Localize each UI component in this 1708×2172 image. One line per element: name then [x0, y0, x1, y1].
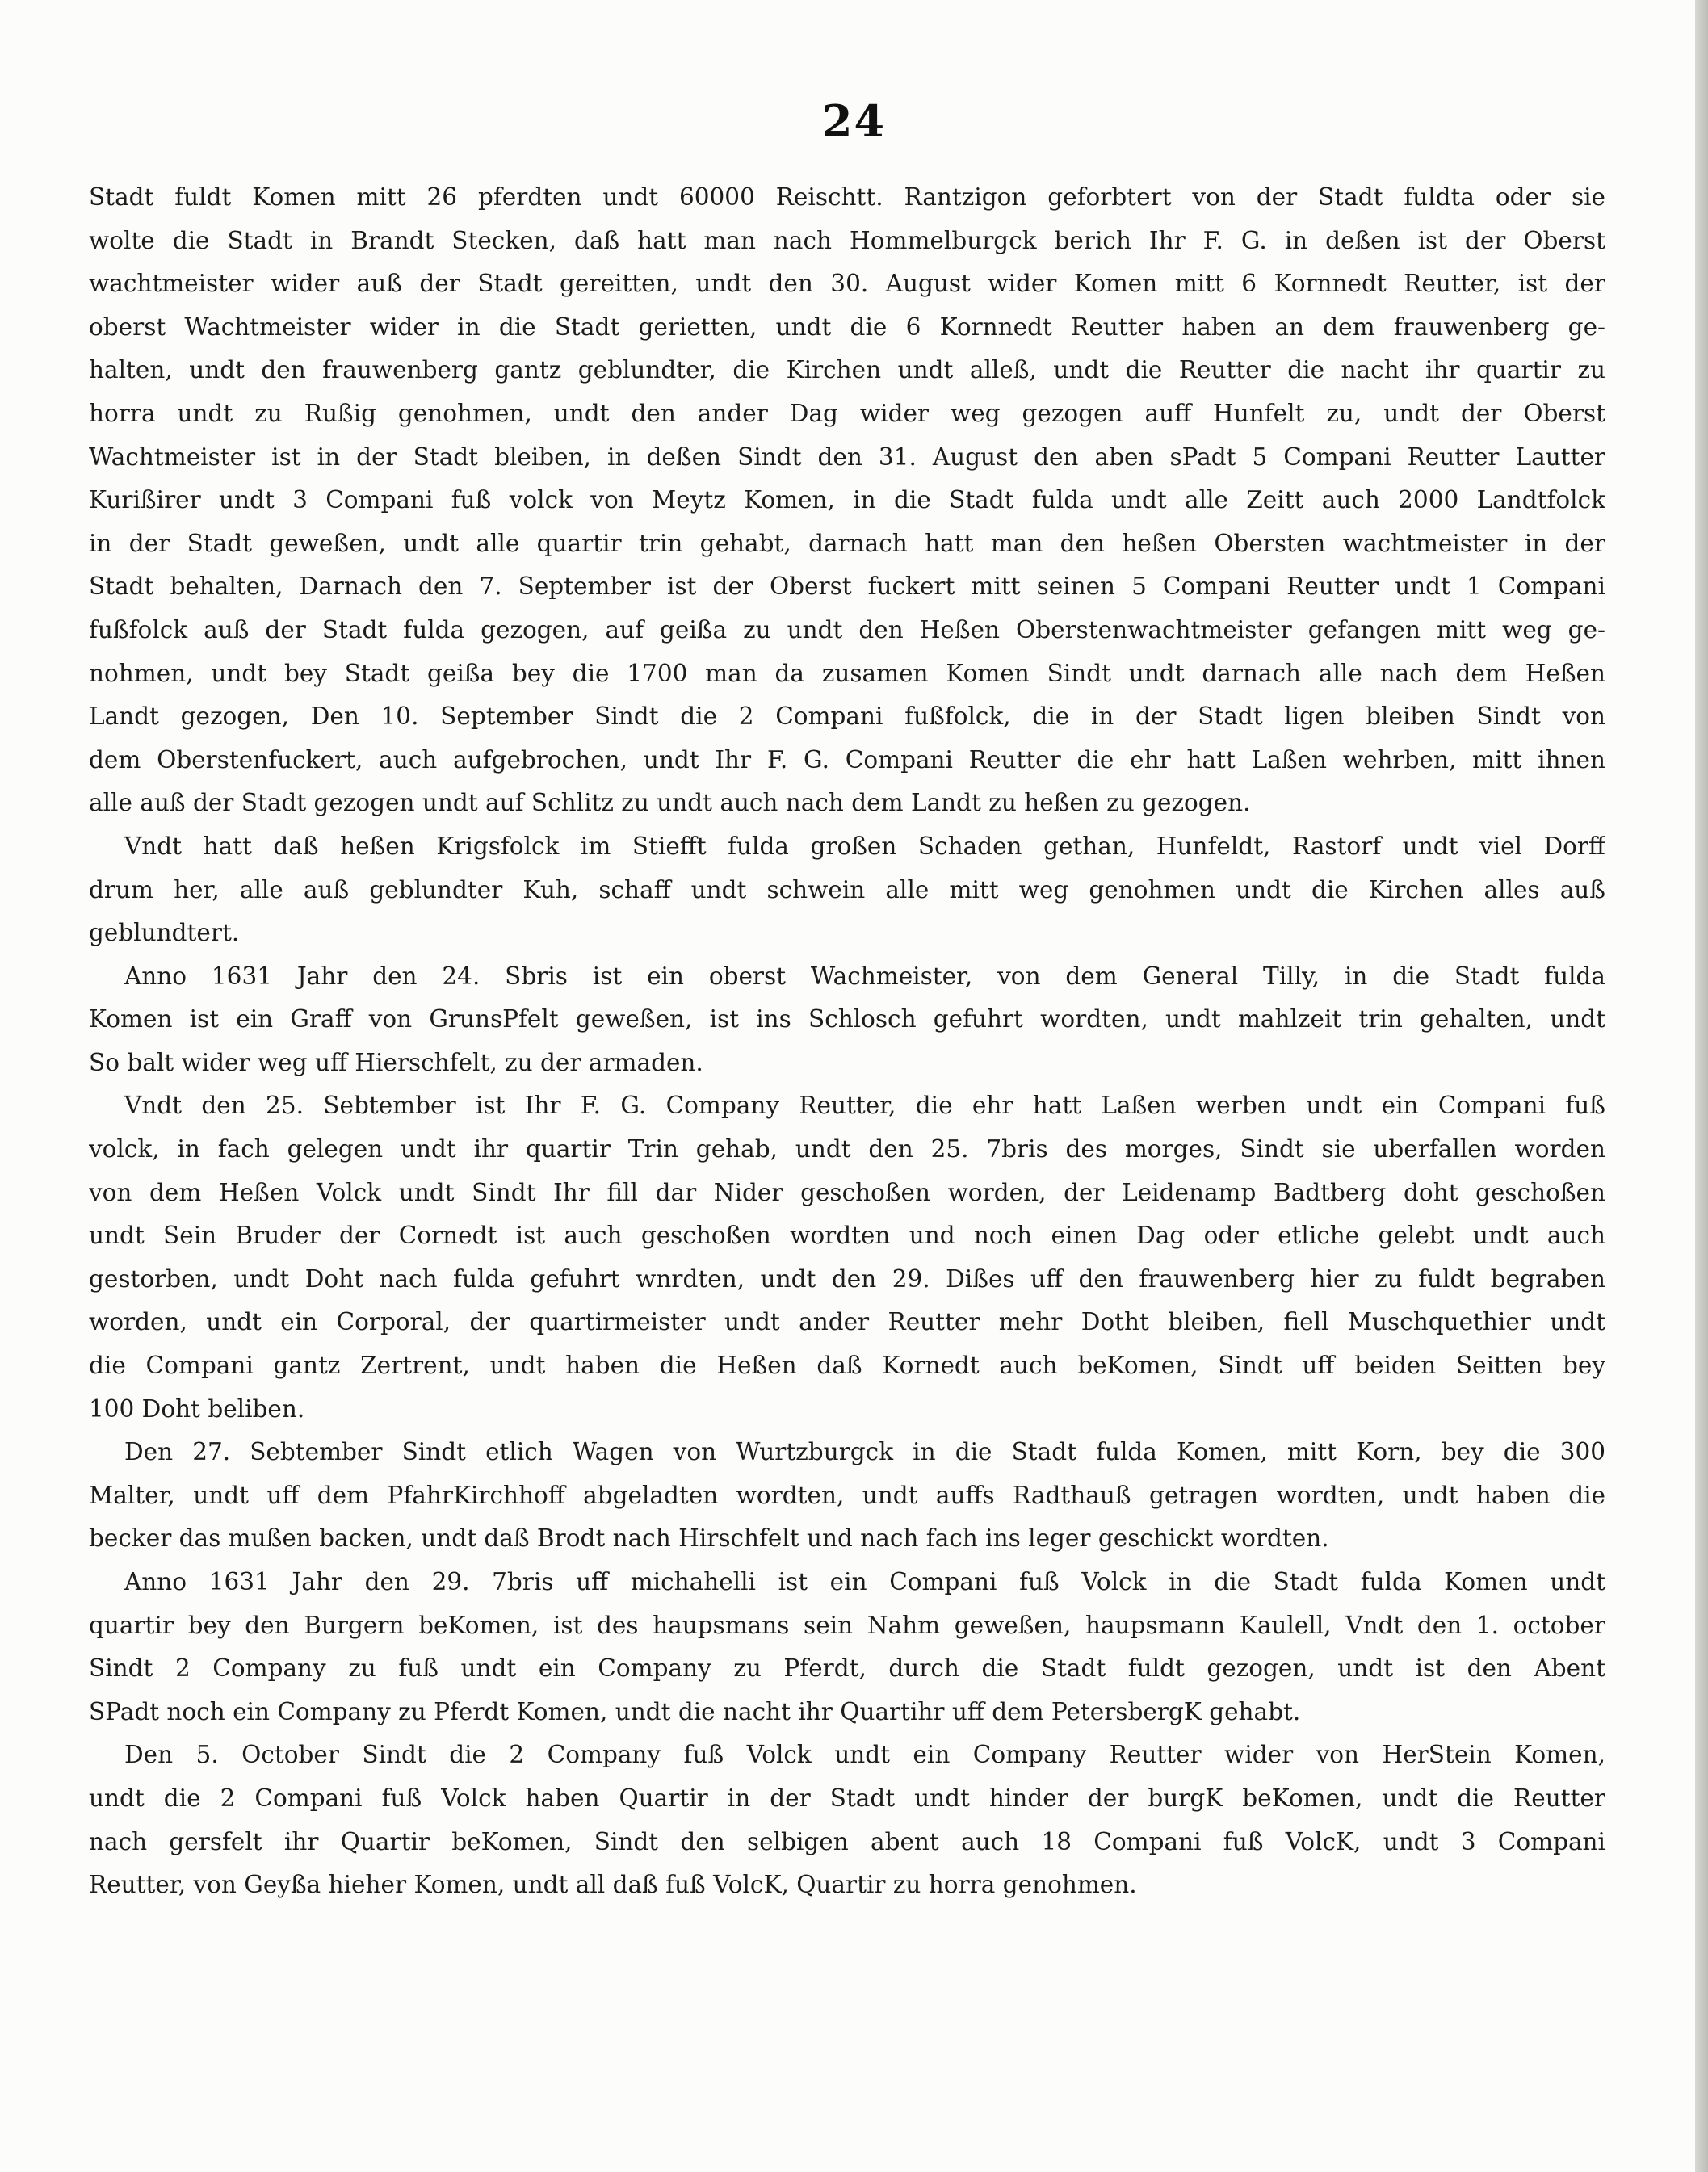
text-line: alle auß der Stadt gezogen undt auf Schlitz zu undt auch nach dem Landt zu heßen zu gezogen. [89, 789, 1251, 817]
text-line: becker das mußen backen, undt daß Brodt nach Hirschfelt und nach fach ins leger geschickt wordten. [89, 1524, 1329, 1553]
text-line: Kurißirer undt 3 Compani fuß volck von Meytz Komen, in die Stadt fulda undt alle Zeitt auch 2000 Landtfolck [89, 486, 1605, 514]
text-line: nohmen, undt bey Stadt geißa bey die 1700 man da zusamen Komen Sindt undt darnach alle nach dem Heßen [89, 659, 1605, 687]
text-line: Landt gezogen, Den 10. September Sindt die 2 Compani fußfolck, die in der Stadt ligen bleiben Sindt von [89, 702, 1605, 731]
text-line: horra undt zu Rußig genohmen, undt den ander Dag wider weg gezogen auff Hunfelt zu, undt der Oberst [89, 399, 1605, 427]
text-line: Reutter, von Geyßa hieher Komen, undt all daß fuß VolcK, Quartir zu horra genohmen. [89, 1871, 1137, 1899]
text-line: wolte die Stadt in Brandt Stecken, daß hatt man nach Hommelburgck berich Ihr F. G. in deßen ist der Oberst [89, 226, 1605, 254]
text-line: dem Oberstenfuckert, auch aufgebrochen, undt Ihr F. G. Compani Reutter die ehr hatt Laßen wehrben, mitt ihnen [89, 745, 1605, 774]
text-line: volck, in fach gelegen undt ihr quartir Trin gehab, undt den 25. 7bris des morges, Sindt sie uberfallen worden [89, 1135, 1605, 1164]
text-line: quartir bey den Burgern beKomen, ist des haupsmans sein Nahm geweßen, haupsmann Kaulell, Vndt den 1. october [89, 1611, 1605, 1639]
text-line: Vndt den 25. Sebtember ist Ihr F. G. Company Reutter, die ehr hatt Laßen werben undt ein Compani fuß [124, 1092, 1605, 1120]
text-line: die Compani gantz Zertrent, undt haben die Heßen daß Kornedt auch beKomen, Sindt uff beiden Seitten bey [89, 1352, 1605, 1380]
text-line: Stadt fuldt Komen mitt 26 pferdten undt 60000 Reischtt. Rantzigon geforbtert von der Stadt fuldta oder sie [89, 183, 1605, 211]
text-line: Stadt behalten, Darnach den 7. September ist der Oberst fuckert mitt seinen 5 Compani Reutter undt 1 Compani [89, 572, 1605, 601]
text-line: in der Stadt geweßen, undt alle quartir trin gehabt, darnach hatt man den heßen Obersten wachtmeister in der [89, 529, 1605, 557]
text-line: geblundtert. [89, 919, 240, 947]
text-line: worden, undt ein Corporal, der quartirmeister undt ander Reutter mehr Dotht bleiben, fiell Muschquethier undt [89, 1308, 1605, 1336]
text-line: SPadt noch ein Company zu Pferdt Komen, undt die nacht ihr Quartihr uff dem PetersbergK gehabt. [89, 1697, 1301, 1725]
text-line: Sindt 2 Company zu fuß undt ein Company zu Pferdt, durch die Stadt fuldt gezogen, undt ist den Abent [89, 1654, 1605, 1683]
text-line: undt Sein Bruder der Cornedt ist auch geschoßen wordten und noch einen Dag oder etliche gelebt undt auch [89, 1222, 1605, 1250]
text-line: So balt wider weg uff Hierschfelt, zu der armaden. [89, 1048, 703, 1076]
text-line: fußfolck auß der Stadt fulda gezogen, auf geißa zu undt den Heßen Oberstenwachtmeister gefangen mitt weg ge- [89, 615, 1605, 644]
text-line: halten, undt den frauwenberg gantz geblundter, die Kirchen undt alleß, undt die Reutter die nacht ihr quartir zu [89, 356, 1605, 384]
text-line: Wachtmeister ist in der Stadt bleiben, in deßen Sindt den 31. August den aben sPadt 5 Compani Reutter Lautter [89, 442, 1605, 471]
text-line: gestorben, undt Doht nach fulda gefuhrt wnrdten, undt den 29. Dißes uff den frauwenberg hier zu fuldt begraben [89, 1264, 1605, 1293]
text-line: wachtmeister wider auß der Stadt gereitten, undt den 30. August wider Komen mitt 6 Kornnedt Reutter, ist der [89, 270, 1605, 298]
page-number: 24 [821, 95, 887, 147]
body-text [89, 176, 1605, 1907]
text-line: Vndt hatt daß heßen Krigsfolck im Stiefft fulda großen Schaden gethan, Hunfeldt, Rastorf undt viel Dorff [124, 832, 1605, 860]
text-line: Anno 1631 Jahr den 29. 7bris uff michahelli ist ein Compani fuß Volck in die Stadt fulda Komen undt [124, 1568, 1605, 1595]
text-line: drum her, alle auß geblundter Kuh, schaff undt schwein alle mitt weg genohmen undt die Kirchen alles auß [89, 875, 1605, 904]
text-line: von dem Heßen Volck undt Sindt Ihr fill dar Nider geschoßen worden, der Leidenamp Badtberg doht geschoßen [89, 1178, 1605, 1206]
text-line: Den 27. Sebtember Sindt etlich Wagen von Wurtzburgck in die Stadt fulda Komen, mitt Korn, bey die 300 [124, 1438, 1605, 1466]
text-line: undt die 2 Compani fuß Volck haben Quartir in der Stadt undt hinder der burgK beKomen, undt die Reutter [89, 1784, 1605, 1812]
text-line: Anno 1631 Jahr den 24. Sbris ist ein oberst Wachmeister, von dem General Tilly, in die Stadt fulda [124, 962, 1605, 990]
text-line: nach gersfelt ihr Quartir beKomen, Sindt den selbigen abent auch 18 Compani fuß VolcK, undt 3 Compani [89, 1827, 1605, 1855]
text-line: Komen ist ein Graff von GrunsPfelt geweßen, ist ins Schlosch gefuhrt wordten, undt mahlzeit trin gehalten, undt [89, 1005, 1605, 1034]
text-line: oberst Wachtmeister wider in die Stadt gerietten, undt die 6 Kornnedt Reutter haben an dem frauwenberg ge- [89, 312, 1605, 341]
text-line: Malter, undt uff dem PfahrKirchhoff abgeladten wordten, undt auffs Radthauß getragen wordten, undt haben die [89, 1481, 1605, 1509]
scan-edge-shadow [1695, 0, 1708, 2172]
text-line: Den 5. October Sindt die 2 Company fuß Volck undt ein Company Reutter wider von HerStein Komen, [124, 1741, 1605, 1769]
text-line: 100 Doht beliben. [89, 1394, 305, 1423]
